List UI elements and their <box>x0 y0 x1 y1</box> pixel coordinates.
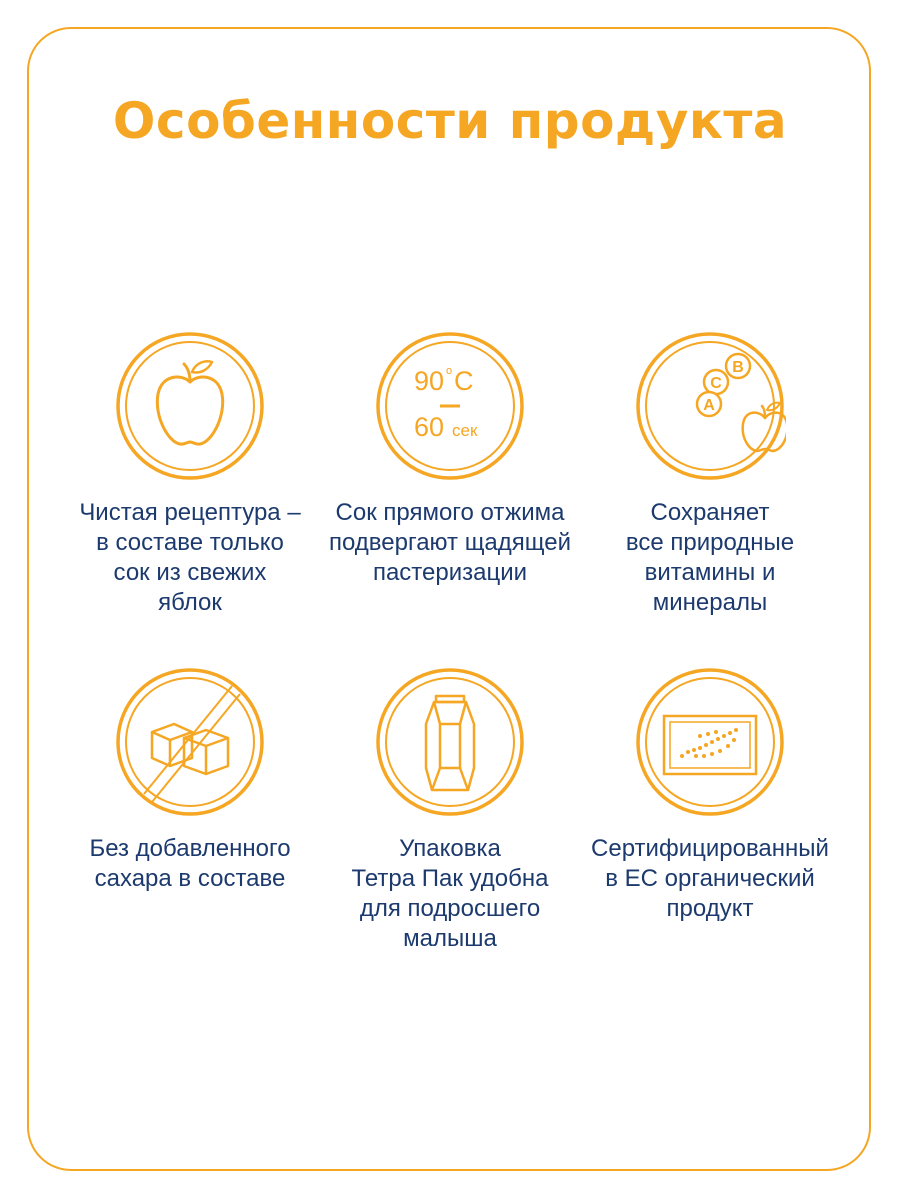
eu-organic-leaf-icon <box>634 666 786 818</box>
feature-caption: Сок прямого отжима подвергают щадящей пастеризации <box>328 499 572 586</box>
pasteurization-icon <box>374 330 526 482</box>
vitamin-c-label: C <box>710 375 722 392</box>
feature-caption: Чистая рецептура – в составе только сок из свежих яблок <box>79 499 301 616</box>
tetra-pak-icon <box>374 666 526 818</box>
apple-icon <box>114 330 266 482</box>
feature-caption: Сохраняет все природные витамины и минералы <box>625 499 795 616</box>
temperature-value: 90 <box>414 366 445 396</box>
feature-caption: Сертифицированный в ЕС органический продукт <box>591 835 829 922</box>
leaf-of-stars <box>680 728 738 758</box>
feature-caption: Без добавленного сахара в составе <box>89 835 291 892</box>
feature-caption: Упаковка Тетра Пак удобна для подросшего малыша <box>351 835 549 952</box>
degree-sign: o <box>446 365 453 377</box>
page-title: Особенности продукта <box>112 92 788 150</box>
no-sugar-icon <box>114 666 266 818</box>
duration-unit: сек <box>452 421 478 440</box>
vitamins-icon <box>634 330 786 482</box>
vitamin-a-label: A <box>703 397 715 414</box>
vitamin-b-label: B <box>732 359 744 376</box>
duration-value: 60 <box>414 412 445 442</box>
temperature-unit: C <box>454 366 474 396</box>
